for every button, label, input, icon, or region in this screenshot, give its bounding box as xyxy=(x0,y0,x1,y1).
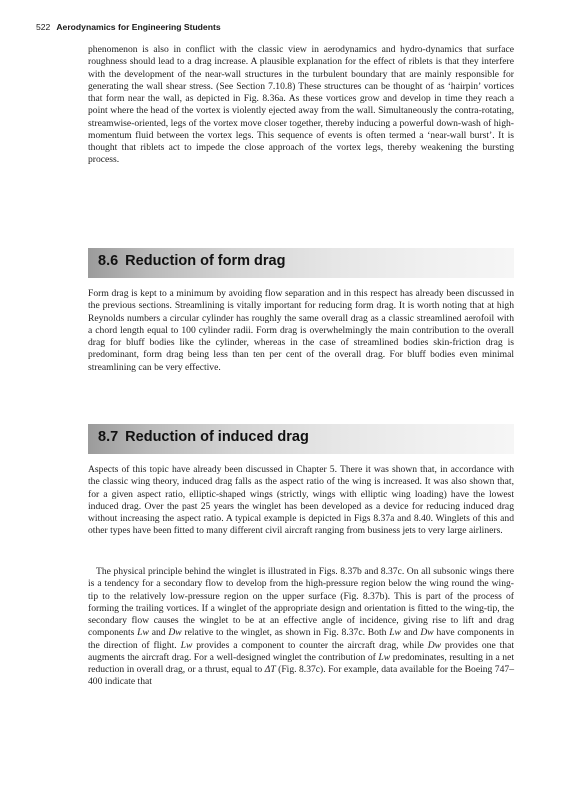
symbol-lift-winglet: Lw xyxy=(180,639,193,651)
symbol-drag-winglet: Dw xyxy=(427,639,442,651)
intro-paragraph: phenomenon is also in conflict with the classic view in aerodynamics and hydro-dynamics that surface roughness should lead to a drag increase. A plausible explanation for the effect of riblets is that they interfere with the development of the near-wall structures in the turbulent boundary that are mainly responsible for generating the wall shear stress. (See Section 7.10.8) These structures can be thought of as ‘hairpin’ vortices that form near the wall, as depicted in Fig. 8.36a. As these vortices grow and develop in time they reach a point where the head of the vortex is violently ejected away from the wall. Simultaneously the contra-rotating, streamwise-oriented, legs of the vortex move closer together, thereby inducing a powerful down-wash of high-momentum fluid between the vortex legs. This sequence of events is often termed a ‘near-wall burst’. It is thought that riblets act to impede the close approach of the vortex legs, thereby weakening the bursting process. xyxy=(88,44,514,166)
section-title: Reduction of induced drag xyxy=(125,429,309,445)
text-run: and xyxy=(400,627,421,639)
text-run: (Fig. 8.37c). For example, data available for the Boeing 747–400 indicate that xyxy=(88,664,514,688)
induced-drag-paragraph-2 xyxy=(88,566,514,689)
running-head xyxy=(36,22,221,32)
page-number: 522 xyxy=(36,22,51,32)
text-run: predominates, resulting in a net reduction in overall drag, or a thrust, equal to xyxy=(88,651,514,675)
symbol-thrust-increment: ΔT xyxy=(264,664,276,675)
text-run: have components in the direction of flight. xyxy=(88,627,514,651)
text-run: provides one that augments the aircraft drag. For a well-designed winglet the contribution of xyxy=(88,639,514,663)
book-title: Aerodynamics for Engineering Students xyxy=(56,22,221,32)
section-number: 8.7 xyxy=(98,429,119,445)
symbol-drag-winglet: Dw xyxy=(420,627,434,639)
form-drag-paragraph: Form drag is kept to a minimum by avoiding flow separation and in this respect has already been discussed in the previous sections. Streamlining is vitally important for reducing form drag. It is worth noting that at high Reynolds numbers a circular cylinder has roughly the same overall drag as a classic streamlined aerofoil with a chord length equal to 100 cylinder radii. Form drag is overwhelmingly the main contribution to the overall drag for bluff bodies like the cylinder, whereas in the case of streamlined bodies skin-friction drag is predominant, form drag being less than ten per cent of the overall drag. For bluff bodies even minimal streamlining can be very effective. xyxy=(88,288,514,373)
symbol-lift-winglet: Lw xyxy=(389,627,401,639)
text-run: provides a component to counter the aircraft drag, while xyxy=(192,639,428,651)
symbol-lift-winglet: Lw xyxy=(378,651,391,663)
text-run: The physical principle behind the winglet is illustrated in Figs. 8.37b and 8.37c. On all subsonic wings there is a tendency for a secondary flow to develop from the high-pressure region below the wing round the wing-tip to the relatively low-pressure region on the upper surface (Fig. 8.37b). This is part of the process of forming the trailing vortices. If a winglet of the appropriate design and orientation is fitted to the wing-tip, the secondary flow causes the winglet to be at an effective angle of incidence, giving rise to lift and drag components xyxy=(88,566,514,639)
section-heading xyxy=(98,253,285,269)
section-title: Reduction of form drag xyxy=(125,253,286,269)
section-heading xyxy=(98,429,309,445)
text-run: and xyxy=(148,627,169,639)
section-number: 8.6 xyxy=(98,253,119,269)
induced-drag-paragraph-1: Aspects of this topic have already been discussed in Chapter 5. There it was shown that, in accordance with the classic wing theory, induced drag falls as the aspect ratio of the wing is increased. It was also shown that, for a given aspect ratio, elliptic-shaped wings (strictly, wings with elliptic wing loading) have the lowest induced drag. Over the past 25 years the winglet has been developed as a device for reducing induced drag without increasing the aspect ratio. A typical example is depicted in Figs 8.37a and 8.40. Winglets of this and other types have been fitted to many different civil aircraft ranging from business jets to very large airliners. xyxy=(88,464,514,537)
symbol-lift-winglet: Lw xyxy=(137,627,149,639)
symbol-drag-winglet: Dw xyxy=(168,627,182,639)
text-run: relative to the winglet, as shown in Fig. 8.37c. Both xyxy=(181,627,390,639)
section-heading-bar xyxy=(88,248,514,278)
section-heading-bar xyxy=(88,424,514,454)
